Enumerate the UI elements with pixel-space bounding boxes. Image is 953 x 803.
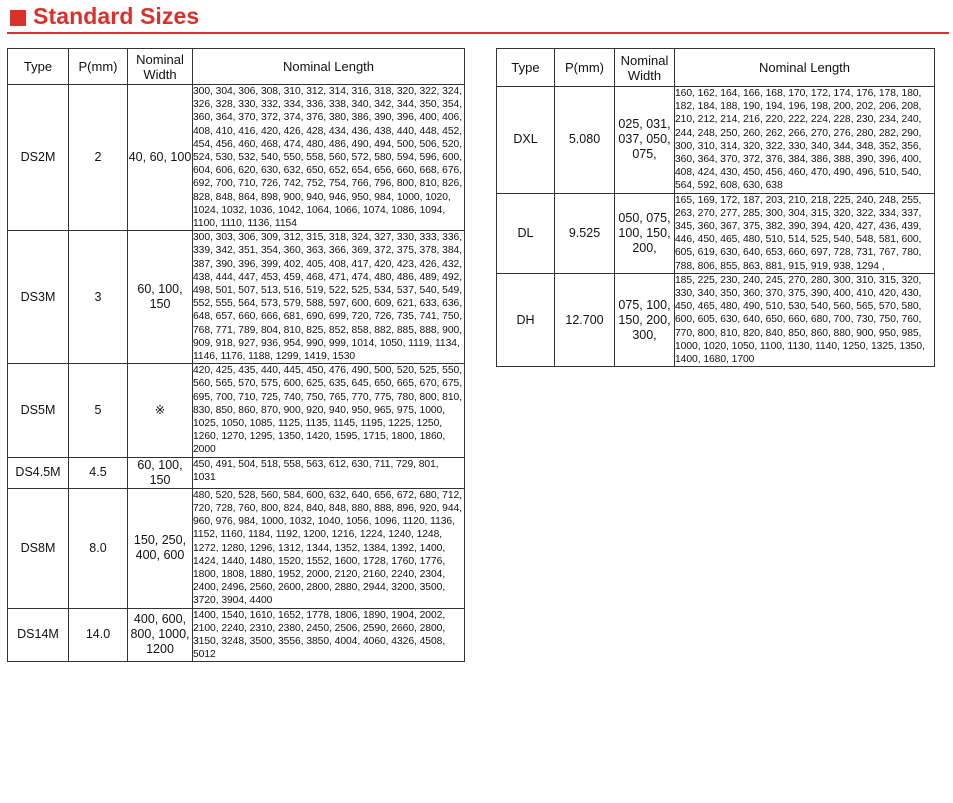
title-marker-square (10, 10, 26, 26)
pitch-cell: 8.0 (69, 488, 128, 608)
left-table-body (8, 85, 465, 662)
header-nominal-width (128, 49, 193, 85)
type-cell: DS5M (8, 364, 69, 457)
page-title (7, 2, 949, 34)
type-cell: DS8M (8, 488, 69, 608)
type-cell: DH (497, 273, 555, 366)
nominal-width-cell: ※ (128, 364, 193, 457)
header-pitch: P(mm) (555, 49, 615, 87)
table-row (8, 457, 465, 488)
right-table-body (497, 87, 935, 367)
header-width-line1: Nominal (620, 52, 669, 68)
type-cell: DL (497, 193, 555, 273)
header-width-line2: Width (627, 67, 662, 83)
nominal-width-cell: 400, 600, 800, 1000, 1200 (128, 608, 193, 662)
nominal-width-cell: 050, 075, 100, 150, 200, (615, 193, 675, 273)
nominal-width-cell: 075, 100, 150, 200, 300, (615, 273, 675, 366)
header-width-line1: Nominal (136, 51, 184, 67)
nominal-length-cell: 300, 303, 306, 309, 312, 315, 318, 324, 327, 330, 333, 336, 339, 342, 351, 354, 360, 363, 366, 369, 372, 375, 378, 384, 387, 390, 396, 399, 402, 405, 408, 417, 420, 423, 426, 432, 438, 444, 447, 453, 459, 468, 471, 474, 480, 486, 489, 492, 498, 501, 507, 513, 516, 519, 522, 525, 534, 537, 540, 549, 552, 555, 564, 573, 579, 588, 597, 600, 609, 621, 633, 636, 648, 657, 660, 666, 681, 690, 699, 720, 726, 735, 741, 750, 768, 771, 789, 804, 810, 825, 852, 858, 882, 885, 888, 900, 909, 918, 927, 936, 954, 990, 999, 1014, 1050, 1119, 1134, 1146, 1176, 1188, 1299, 1419, 1530 (193, 231, 465, 364)
header-nominal-length: Nominal Length (675, 49, 935, 87)
pitch-cell: 4.5 (69, 457, 128, 488)
nominal-width-cell: 60, 100, 150 (128, 231, 193, 364)
pitch-cell: 14.0 (69, 608, 128, 662)
type-cell: DS3M (8, 231, 69, 364)
nominal-width-cell: 60, 100, 150 (128, 457, 193, 488)
type-cell: DXL (497, 87, 555, 194)
nominal-length-cell: 160, 162, 164, 166, 168, 170, 172, 174, 176, 178, 180, 182, 184, 188, 190, 194, 196, 198, 200, 202, 206, 208, 210, 212, 214, 216, 220, 222, 224, 228, 230, 234, 240, 244, 248, 250, 260, 262, 266, 270, 276, 280, 282, 290, 300, 310, 314, 320, 322, 330, 340, 344, 348, 352, 356, 360, 364, 370, 372, 376, 384, 386, 388, 390, 396, 400, 408, 424, 430, 450, 456, 460, 470, 490, 496, 510, 540, 564, 592, 608, 630, 638 (675, 87, 935, 194)
nominal-width-cell: 40, 60, 100 (128, 85, 193, 231)
header-type: Type (497, 49, 555, 87)
nominal-width-cell: 150, 250, 400, 600 (128, 488, 193, 608)
header-row (8, 49, 465, 85)
pitch-cell: 2 (69, 85, 128, 231)
table-row (497, 87, 935, 194)
header-width-line2: Width (143, 66, 177, 82)
pitch-cell: 5.080 (555, 87, 615, 194)
type-cell: DS4.5M (8, 457, 69, 488)
pitch-cell: 9.525 (555, 193, 615, 273)
nominal-length-cell: 1400, 1540, 1610, 1652, 1778, 1806, 1890, 1904, 2002, 2100, 2240, 2310, 2380, 2450, 2506, 2590, 2660, 2800, 3150, 3248, 3500, 3556, 3850, 4004, 4060, 4326, 4508, 5012 (193, 608, 465, 662)
header-row (497, 49, 935, 87)
right-size-table (496, 48, 935, 367)
type-cell: DS14M (8, 608, 69, 662)
header-nominal-length: Nominal Length (193, 49, 465, 85)
nominal-length-cell: 480, 520, 528, 560, 584, 600, 632, 640, 656, 672, 680, 712, 720, 728, 760, 800, 824, 840, 848, 880, 888, 896, 920, 944, 960, 976, 984, 1000, 1032, 1040, 1056, 1096, 1120, 1136, 1152, 1160, 1184, 1192, 1200, 1216, 1224, 1240, 1248, 1272, 1280, 1296, 1312, 1344, 1352, 1384, 1392, 1400, 1424, 1440, 1480, 1520, 1552, 1600, 1728, 1760, 1776, 1800, 1808, 1880, 1952, 2000, 2120, 2160, 2240, 2304, 2400, 2496, 2560, 2600, 2800, 2880, 2944, 3200, 3500, 3720, 3904, 4400 (193, 488, 465, 608)
header-pitch: P(mm) (69, 49, 128, 85)
table-row (8, 608, 465, 662)
nominal-width-cell: 025, 031, 037, 050, 075, (615, 87, 675, 194)
pitch-cell: 5 (69, 364, 128, 457)
type-cell: DS2M (8, 85, 69, 231)
nominal-length-cell: 420, 425, 435, 440, 445, 450, 476, 490, 500, 520, 525, 550, 560, 565, 570, 575, 600, 625, 635, 645, 650, 665, 670, 675, 695, 700, 710, 725, 740, 750, 765, 770, 775, 780, 800, 810, 830, 850, 860, 870, 900, 920, 940, 950, 965, 975, 1000, 1025, 1050, 1085, 1125, 1135, 1145, 1195, 1225, 1250, 1260, 1270, 1295, 1350, 1420, 1595, 1715, 1800, 1860, 2000 (193, 364, 465, 457)
nominal-length-cell: 450, 491, 504, 518, 558, 563, 612, 630, 711, 729, 801, 1031 (193, 457, 465, 488)
nominal-length-cell: 185, 225, 230, 240, 245, 270, 280, 300, 310, 315, 320, 330, 340, 350, 360, 370, 375, 390, 400, 410, 420, 430, 450, 465, 480, 490, 510, 530, 540, 560, 565, 570, 580, 600, 605, 630, 640, 650, 660, 680, 700, 730, 750, 760, 770, 800, 810, 820, 840, 850, 860, 880, 900, 950, 985, 1000, 1020, 1050, 1100, 1130, 1140, 1250, 1325, 1350, 1400, 1680, 1700 (675, 273, 935, 366)
header-type: Type (8, 49, 69, 85)
pitch-cell: 12.700 (555, 273, 615, 366)
left-size-table (7, 48, 465, 662)
table-row (8, 85, 465, 231)
table-row (8, 488, 465, 608)
header-nominal-width (615, 49, 675, 87)
table-row (8, 364, 465, 457)
title-text: Standard Sizes (33, 3, 200, 29)
table-row (8, 231, 465, 364)
table-row (497, 273, 935, 366)
nominal-length-cell: 300, 304, 306, 308, 310, 312, 314, 316, 318, 320, 322, 324, 326, 328, 330, 332, 334, 336, 338, 340, 342, 344, 350, 354, 360, 364, 370, 372, 374, 376, 380, 386, 390, 396, 400, 406, 408, 410, 416, 420, 426, 428, 434, 436, 438, 440, 448, 452, 454, 456, 460, 468, 474, 480, 486, 490, 494, 500, 506, 520, 524, 530, 532, 540, 550, 558, 560, 572, 580, 594, 596, 600, 604, 606, 620, 630, 632, 650, 652, 654, 656, 660, 668, 676, 692, 700, 710, 726, 742, 752, 754, 766, 796, 800, 810, 826, 828, 848, 864, 898, 900, 940, 946, 950, 984, 1000, 1020, 1024, 1032, 1036, 1042, 1064, 1066, 1074, 1086, 1094, 1100, 1110, 1136, 1154 (193, 85, 465, 231)
pitch-cell: 3 (69, 231, 128, 364)
table-row (497, 193, 935, 273)
nominal-length-cell: 165, 169, 172, 187, 203, 210, 218, 225, 240, 248, 255, 263, 270, 277, 285, 300, 304, 315, 320, 322, 334, 337, 345, 360, 367, 375, 382, 390, 394, 420, 427, 436, 439, 446, 450, 465, 480, 510, 514, 525, 540, 548, 581, 600, 605, 619, 630, 640, 653, 660, 697, 728, 731, 767, 780, 788, 806, 855, 863, 881, 915, 919, 938, 1294 , (675, 193, 935, 273)
